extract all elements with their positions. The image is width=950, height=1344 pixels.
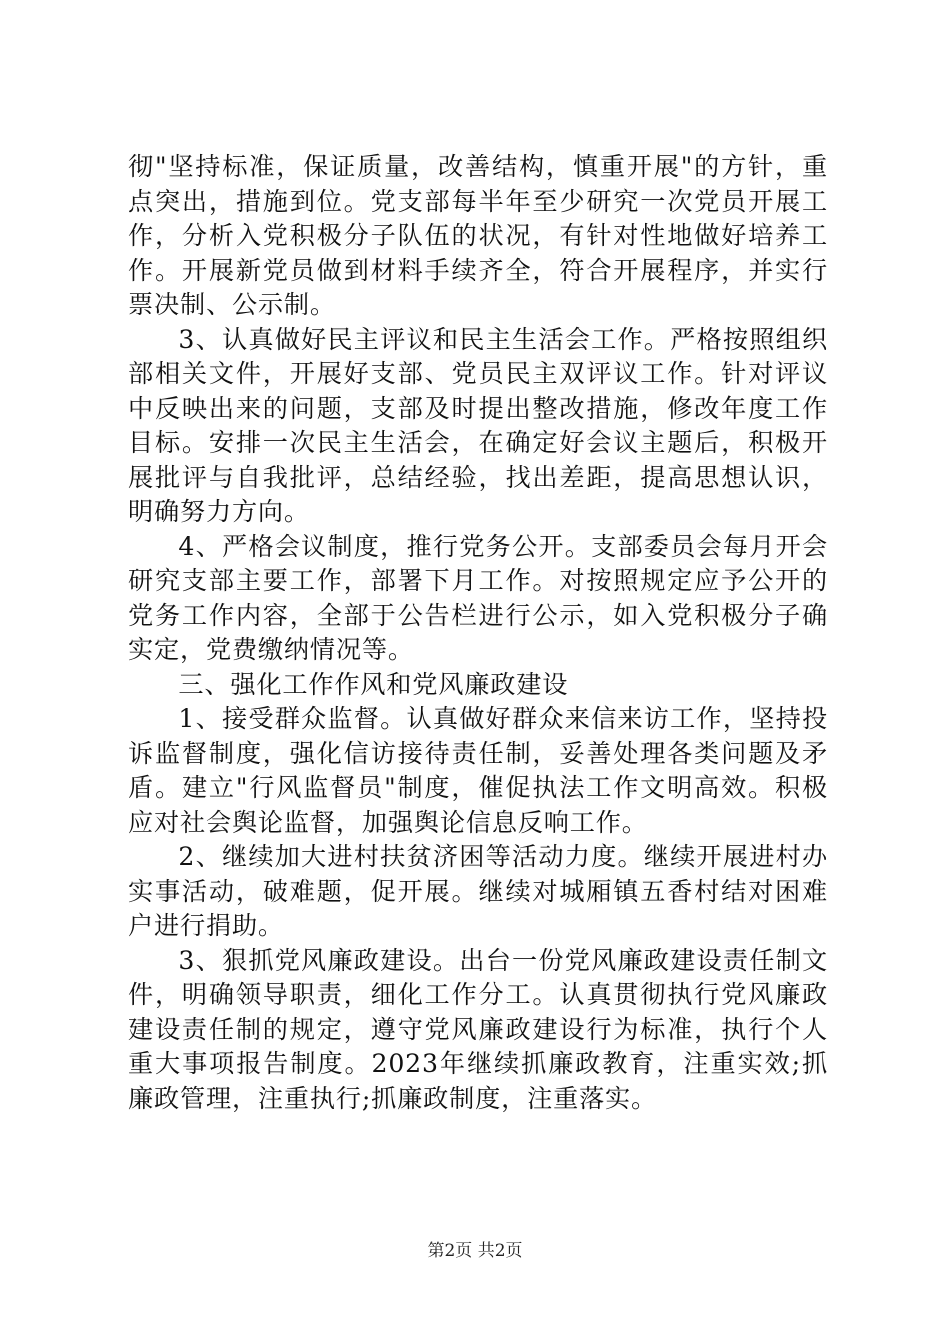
section-heading-three: 三、强化工作作风和党风廉政建设 <box>178 669 569 699</box>
paragraph-meeting-system: 4、严格会议制度，推行党务公开。支部委员会每月开会研究支部主要工作，部署下月工作。对按照规定应予公开的党务工作内容，全部于公告栏进行公示，如入党积极分子确实定，党费缴纳情况等。 <box>128 531 828 664</box>
page-footer: 第2页 共2页 <box>427 1241 523 1261</box>
document-body <box>128 150 828 1116</box>
paragraph-continuation: 彻"坚持标准，保证质量，改善结构，慎重开展"的方针，重点突出，措施到位。党支部每半年至少研究一次党员开展工作，分析入党积极分子队伍的状况，有针对性地做好培养工作。开展新党员做到材料手续齐全，符合开展程序，并实行票决制、公示制。 <box>128 152 828 319</box>
paragraph-integrity-building: 3、狠抓党风廉政建设。出台一份党风廉政建设责任制文件，明确领导职责，细化工作分工。认真贯彻执行党风廉政建设责任制的规定，遵守党风廉政建设行为标准，执行个人重大事项报告制度。2023年继续抓廉政教育，注重实效;抓廉政管理，注重执行;抓廉政制度，注重落实。 <box>128 945 828 1113</box>
paragraph-poverty-relief: 2、继续加大进村扶贫济困等活动力度。继续开展进村办实事活动，破难题，促开展。继续对城厢镇五香村结对困难户进行捐助。 <box>128 842 828 940</box>
paragraph-public-supervision: 1、接受群众监督。认真做好群众来信来访工作，坚持投诉监督制度，强化信访接待责任制，妥善处理各类问题及矛盾。建立"行风监督员"制度，催促执法工作文明高效。积极应对社会舆论监督，加强舆论信息反响工作。 <box>128 704 828 837</box>
paragraph-democratic-review: 3、认真做好民主评议和民主生活会工作。严格按照组织部相关文件，开展好支部、党员民主双评议工作。针对评议中反映出来的问题，支部及时提出整改措施，修改年度工作目标。安排一次民主生活会，在确定好会议主题后，积极开展批评与自我批评，总结经验，找出差距，提高思想认识，明确努力方向。 <box>128 324 828 526</box>
